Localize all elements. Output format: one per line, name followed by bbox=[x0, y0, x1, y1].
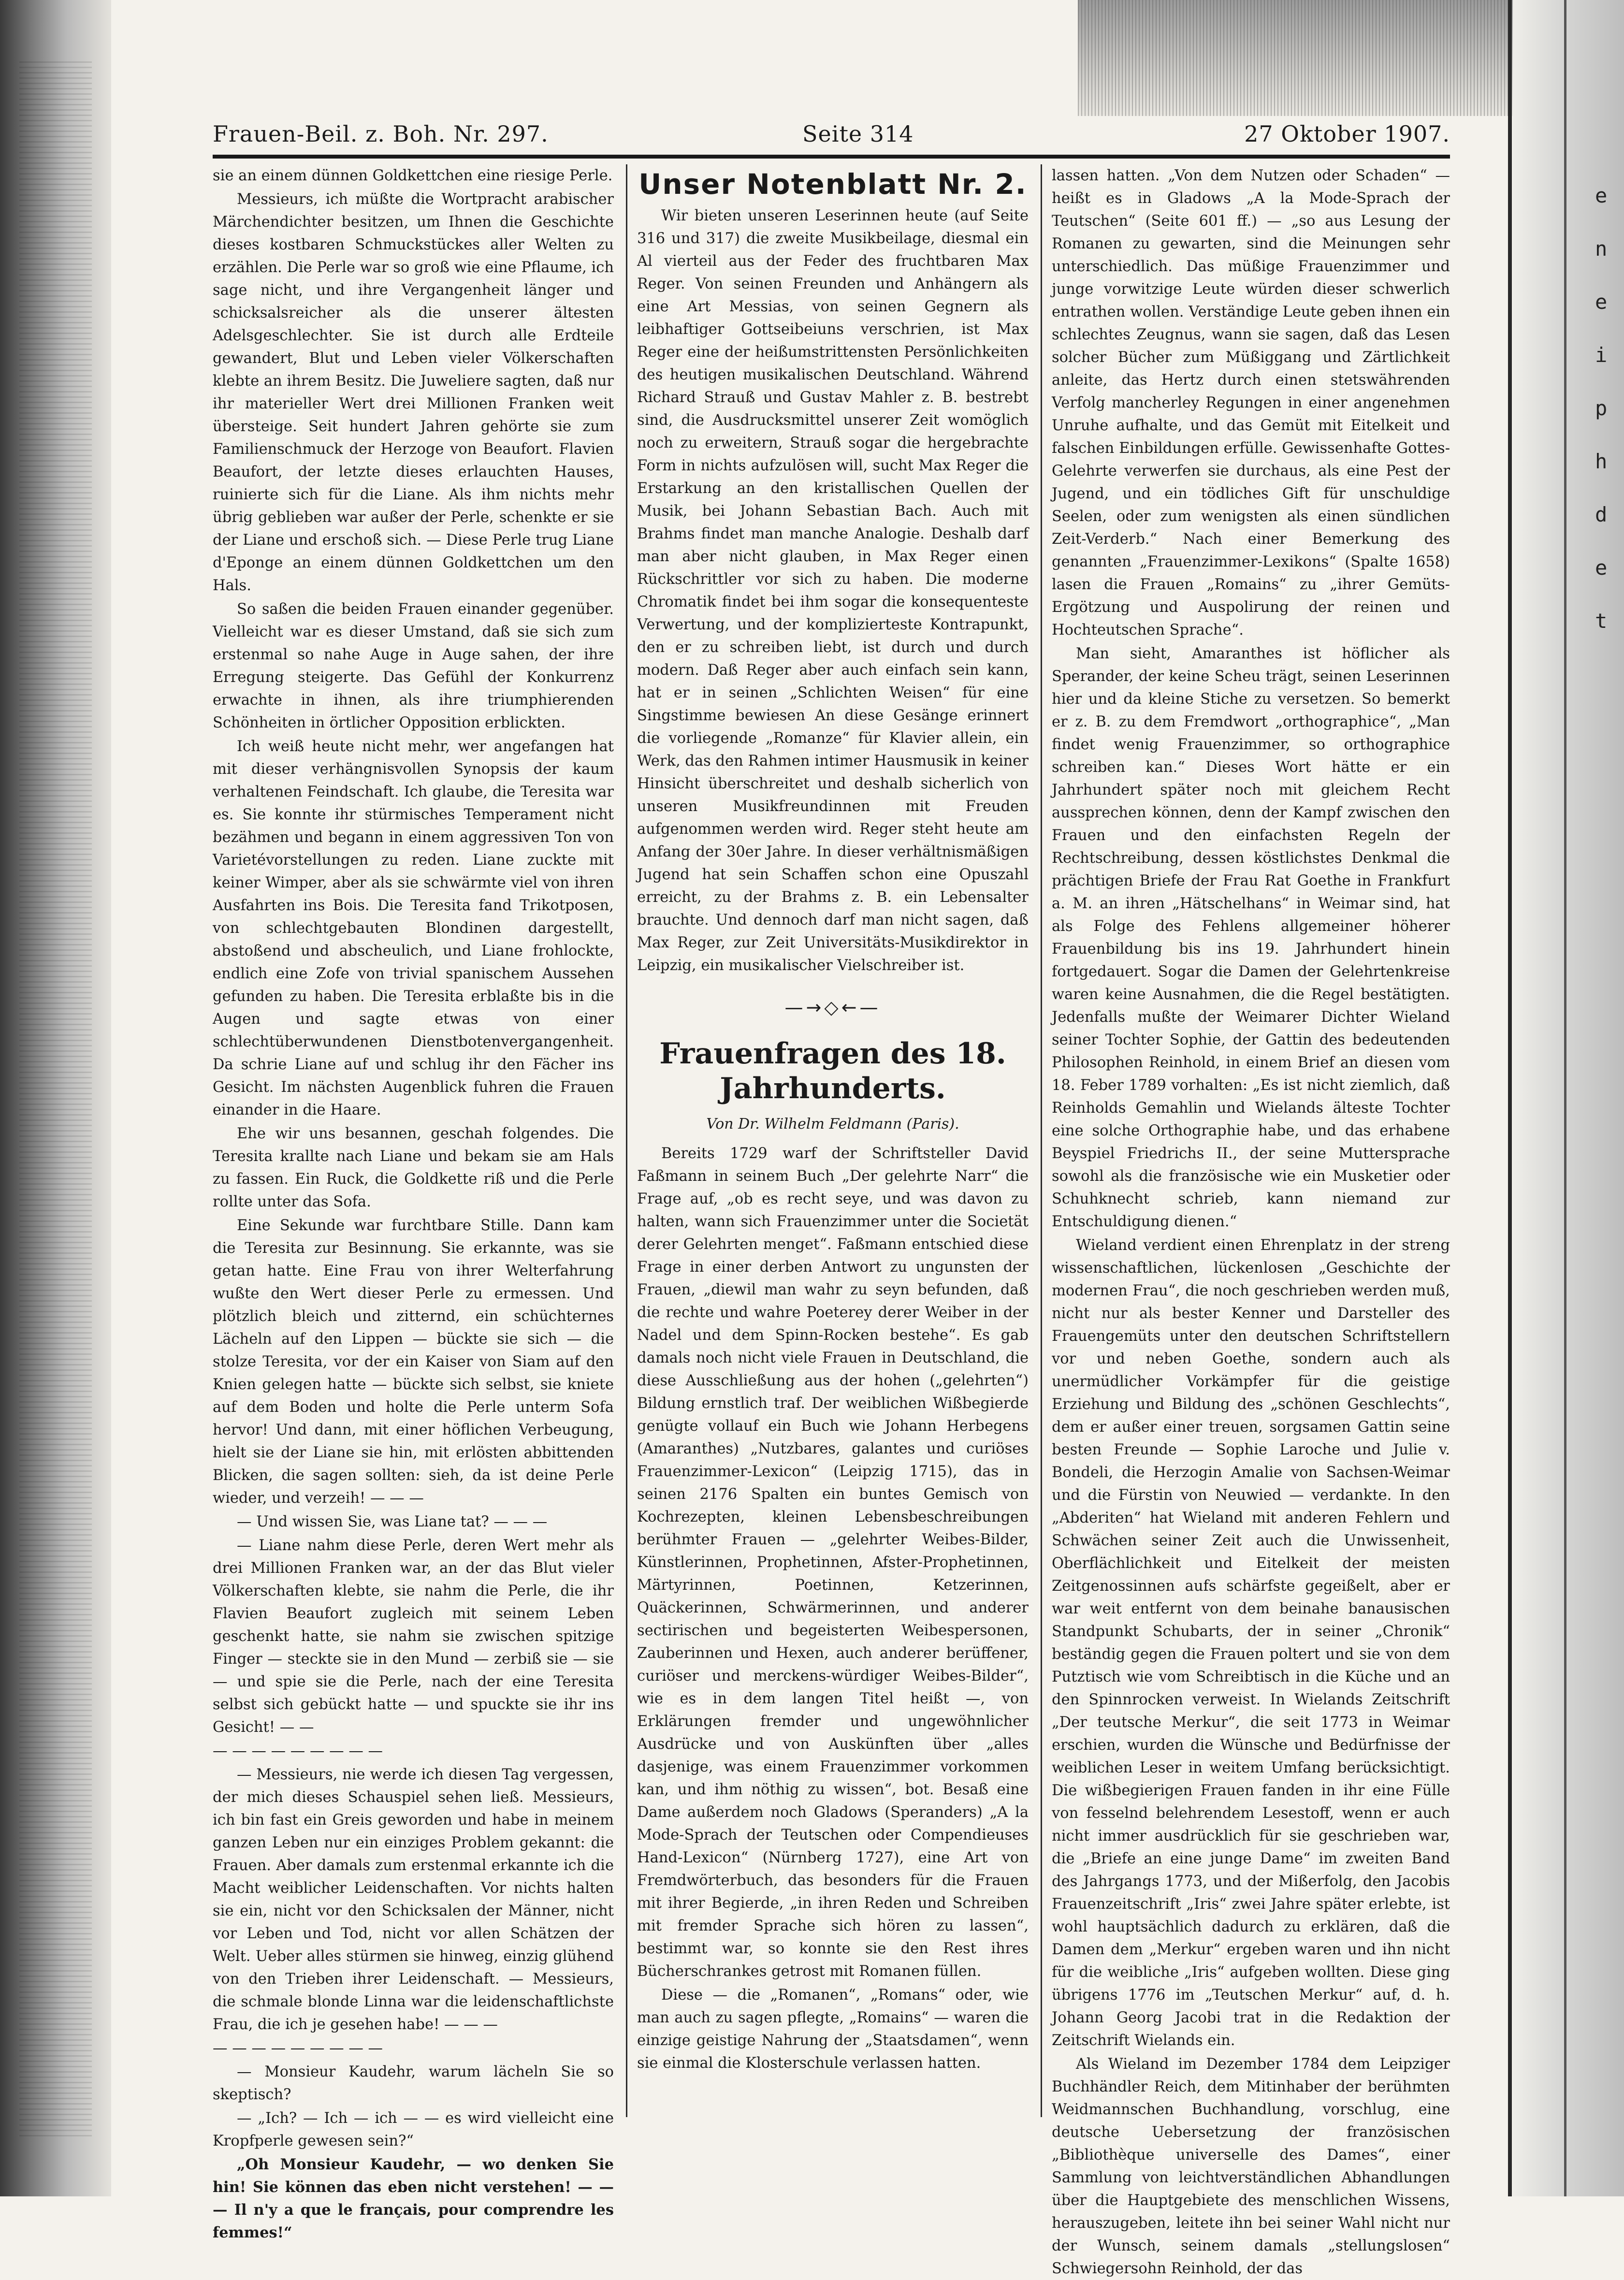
scan-left-noise bbox=[19, 58, 92, 2136]
paragraph: — Liane nahm diese Perle, deren Wert mehr als drei Millionen Franken war, an der das Blut vieler Völkerschaften klebte, sie nahm die Perle, die ihr Flavien Beaufort zugleich mit seinem Leben geschenkt hatte, sie nahm sie zwischen spitzige Finger — steckte sie in den Mund — zerbiß sie — sie — und spie sie die Perle, nach der eine Teresita selbst sich gebückt hatte — und spuckte sie ihr ins Gesicht! — — bbox=[213, 1537, 614, 1736]
article-byline: Von Dr. Wilhelm Feldmann (Paris). bbox=[706, 1116, 959, 1133]
article-title-notenblatt: Unser Notenblatt Nr. 2. bbox=[638, 168, 1027, 201]
paragraph: Ehe wir uns besannen, geschah folgendes. Die Teresita krallte nach Liane und bekam sie am Hals zu fassen. Ein Ruck, die Goldkette riß und die Perle rollte unter das Sofa. bbox=[213, 1125, 614, 1210]
paragraph: — Monsieur Kaudehr, warum lächeln Sie so skeptisch? bbox=[213, 2063, 614, 2103]
paragraph: — Und wissen Sie, was Liane tat? — — — bbox=[237, 1513, 548, 1530]
header-rule bbox=[213, 155, 1450, 159]
section-ornament: —→◇←— bbox=[784, 997, 881, 1018]
paragraph: Messieurs, ich müßte die Wortpracht arabischer Märchendichter besitzen, um Ihnen die Geschichte dieses kostbaren Schmuckstückes aller Welten zu erzählen. Die Perle war so groß wie eine Pflaume, ich sage nicht, und ihre Vergangenheit länger und schicksalsreicher als die unserer ältesten Adelsgeschlechter. Sie ist durch alle Erdteile gewandert, Blut und Leben vieler Völkerschaften klebte an ihrem Besitz. Die Juweliere sagten, daß nur ihr materieller Wert drei Millionen Franken weit übersteige. Seit hundert Jahren gehörte sie zum Familienschmuck der Herzoge von Beaufort. Flavien Beaufort, der letzte dieses erlauchten Hauses, ruinierte sich für die Liane. Als ihm nichts mehr übrig geblieben war außer der Perle, schenkte er sie der Liane und erschoß sich. — Diese Perle trug Liane d'Eponge an einem dünnen Goldkettchen um den Hals. bbox=[213, 191, 614, 594]
margin-marks: e n e i p h d e t bbox=[1595, 184, 1608, 633]
header-page-number: Seite 314 bbox=[802, 121, 914, 147]
paragraph: Wieland verdient einen Ehrenplatz in der streng wissenschaftlichen, lückenlosen „Geschichte der modernen Frau“, die noch geschrieben werden muß, nicht nur als bester Kenner und Darsteller des Frauengemüts unter den deutschen Schriftstellern vor und neben Goethe, sondern auch als unermüdlicher Vorkämpfer für die geistige Erziehung und Bildung des „schönen Geschlechts“, dem er außer einer treuen, sorgsamen Gattin seine besten Freunde — Sophie Laroche und Julie v. Bondeli, die Herzogin Amalie von Sachsen-Weimar und die Fürstin von Neuwied — verdankte. In den „Abderiten“ hat Wieland mit anderen Fehlern und Schwächen seiner Zeit auch die Unwissenheit, Oberflächlichkeit und Eitelkeit der meisten Zeitgenossinnen aufs schärfste gegeißelt, aber er war weit entfernt von dem beinahe banausischen Standpunkt Schubarts, der in seiner „Chronik“ beständig gegen die Frauen poltert und sie von dem Putztisch wie vom Schreibtisch in die Küche und an den Spinnrocken verweist. In Wielands Zeitschrift „Der teutsche Merkur“, die seit 1773 in Weimar erschien, wurden die Wünsche und Bedürfnisse der weiblichen Leser in weitem Umfang berücksichtigt. Die wißbegierigen Frauen fanden in ihr eine Fülle von fesselnd belehrendem Lesestoff, wenn er auch nicht immer ausdrücklich für sie geschrieben war, die „Briefe an eine junge Dame“ im zweiten Band des Jahrgangs 1773, und der Mißerfolg, den Jacobis Frauenzeitschrift „Iris“ zwei Jahre später erlebte, ist wohl hauptsächlich dadurch zu erklären, daß die Damen dem „Merkur“ ergeben waren und ihn nicht für die weibliche „Iris“ aufgeben wollten. Diese ging übrigens 1776 im „Teutschen Merkur“ auf, d. h. Johann Georg Jacobi trat in die Redaktion der Zeitschrift Wielands ein. bbox=[1052, 1237, 1450, 2049]
paragraph: Bereits 1729 warf der Schriftsteller David Faßmann in seinem Buch „Der gelehrte Narr“ die Frage auf, „ob es recht seye, und was davon zu halten, wann sich Frauenzimmer unter die Societät derer Gelehrten menget“. Faßmann entschied diese Frage in einer derben Antwort zu ungunsten der Frauen, „diewil man wahr zu seyn befunden, daß die rechte und wahre Poeterey derer Weiber in der Nadel und dem Spinn-Rocken bestehe“. Es gab damals noch nicht viele Frauen in Deutschland, die diese Ausschließung aus der hohen („gelehrten“) Bildung ernstlich traf. Der weiblichen Wißbegierde genügte vollauf ein Buch wie Johann Herbegens (Amaranthes) „Nutzbares, galantes und curiöses Frauenzimmer-Lexicon“ (Leipzig 1715), das in seinen 2176 Spalten ein buntes Gemisch von Kochrezepten, kleinen Lebensbeschreibungen berühmter Frauen — „gelehrter Weibes-Bilder, Künstlerinnen, Prophetinnen, Afster-Prophetinnen, Märtyrinnen, Poetinnen, Ketzerinnen, Quäckerinnen, Schwärmerinnen, und anderer sectirischen und begeisterten Weibespersonen, Zauberinnen und Hexen, auch anderer berüffener, curiöser und merckens-würdiger Weibes-Bilder“, wie es in dem langen Titel heißt —, von Erklärungen fremder und ungewöhnlicher Ausdrücke und von Auskünften über „alles dasjenige, was einem Frauenzimmer vorkommen kan, und ihm nöthig zu wissen“, bot. Besaß eine Dame außerdem noch Gladows (Speranders) „A la Mode-Sprach der Teutschen oder Compendieuses Hand-Lexicon“ (Nürnberg 1727), eine Art von Fremdwörterbuch, das besonders für die Frauen mit ihrer Begierde, „in ihren Reden und Schreiben mit fremder Sprache sich hören zu lassen“, bestimmt war, so konnte sie den Rest ihres Bücherschrankes getrost mit Romanen füllen. bbox=[637, 1145, 1029, 1980]
column-2 bbox=[637, 164, 1029, 2117]
page-header bbox=[213, 121, 1450, 155]
paragraph: sie an einem dünnen Goldkettchen eine riesige Perle. bbox=[213, 167, 613, 184]
paragraph: Eine Sekunde war furchtbare Stille. Dann kam die Teresita zur Besinnung. Sie erkannte, was sie getan hatte. Eine Frau von ihrer Welterfahrung wußte den Wert dieser Perle zu ermessen. Und plötzlich bleich und zitternd, ein schüchternes Lächeln auf den Lippen — bückte sie sich — die stolze Teresita, vor der ein Kaiser von Siam auf den Knien gelegen hatte — bückte sich selbst, sie kniete auf dem Boden und holte die Perle unterm Sofa hervor! Und dann, mit einer höflichen Verbeugung, hielt sie der Liane sie hin, mit erlösten abbittenden Blicken, die sagen sollten: sieh, da ist deine Perle wieder, und verzeih! — — — bbox=[213, 1217, 614, 1507]
paragraph: Wir bieten unseren Leserinnen heute (auf Seite 316 und 317) die zweite Musikbeilage, diesmal ein Al vierteil aus der Feder des fruchtbaren Max Reger. Von seinen Freunden und Anhängern als eine Art Messias, von seinen Gegnern als leibhaftiger Gottseibeiuns verschrien, ist Max Reger eine der heißumstrittensten Persönlichkeiten des heutigen musikalischen Deutschland. Während Richard Strauß und Gustav Mahler z. B. bestrebt sind, die Ausdrucksmittel unserer Zeit womöglich noch zu erweitern, Strauß sogar die hergebrachte Form in nichts aufzulösen will, sucht Max Reger die Erstarkung an den kristallischen Quellen der Musik, bei Johann Sebastian Bach. Auch mit Brahms findet man manche Analogie. Deshalb darf man aber nicht glauben, in Max Reger einen Rückschrittler vor sich zu haben. Die moderne Chromatik findet bei ihm sogar die konsequenteste Verwertung, und der komplizierteste Kontrapunkt, den er zu schreiben liebt, ist durch und durch modern. Daß Reger aber auch einfach sein kann, hat er in seinen „Schlichten Weisen“ für eine Singstimme bewiesen An diese Gesänge erinnert die vorliegende „Romanze“ für Klavier allein, ein Werk, das den Rahmen intimer Hausmusik in keiner Hinsicht überschreitet und deshalb sicherlich von unseren Musikfreundinnen mit Freuden aufgenommen werden wird. Reger steht heute am Anfang der 30er Jahre. In dieser verhältnismäßigen Jugend hat sein Schaffen schon eine Opuszahl erreicht, zu der Brahms z. B. ein Lebensalter brauchte. Und dennoch darf man nicht sagen, daß Max Reger, zur Zeit Universitäts-Musikdirektor in Leipzig, ein musikalischer Vielschreiber ist. bbox=[637, 207, 1029, 974]
paragraph: lassen hatten. „Von dem Nutzen oder Schaden“ — heißt es in Gladows „A la Mode-Sprach der Teutschen“ (Seite 601 ff.) — „so aus Lesung der Romanen zu gewarten, sind die Meinungen sehr unterschiedlich. Das müßige Frauenzimmer und junge vorwitzige Leute würden dieser schwerlich entrathen wollen. Verständige Leute geben ihnen ein schlechtes Zeugnus, wann sie sagen, daß das Lesen solcher Bücher zum Müßiggang und Zärtlichkeit anleite, das Hertz durch einen stetswährenden Verfolg mancherley Regungen in einer angenehmen Unruhe aufhalte, und das Gemüt mit Eitelkeit und falschen Einbildungen erfülle. Gewissenhafte Gottes-Gelehrte verwerfen sie durchaus, als eine Pest der Jugend, und ein tödliches Gift für unschuldige Seelen, oder zum wenigsten als einen sündlichen Zeit-Verderb.“ Nach einer Bemerkung des genannten „Frauenzimmer-Lexikons“ (Spalte 1658) lasen die Frauen „Romains“ zu „ihrer Gemüts-Ergötzung und Auspolirung der reinen und Hochteutschen Sprache“. bbox=[1052, 167, 1450, 639]
column-rule-1 bbox=[626, 164, 627, 2117]
column-rule-2 bbox=[1041, 164, 1042, 2117]
paragraph: So saßen die beiden Frauen einander gegenüber. Vielleicht war es dieser Umstand, daß sie sich zum erstenmal so nahe Auge in Auge sahen, der ihre Erregung steigerte. Das Gefühl der Konkurrenz erwachte in ihnen, als ihre triumphierenden Schönheiten in örtlicher Opposition erblickten. bbox=[213, 601, 614, 731]
paragraph: — „Ich? — Ich — ich — — es wird vielleicht eine Kropfperle gewesen sein?“ bbox=[213, 2110, 614, 2149]
scan-right-border-line-2 bbox=[1564, 0, 1566, 2196]
column-3 bbox=[1052, 164, 1450, 2277]
paragraph: Als Wieland im Dezember 1784 dem Leipziger Buchhändler Reich, dem Mitinhaber der berühmten Weidmannschen Buchhandlung, vorschlug, eine deutsche Uebersetzung der französischen „Bibliothèque universelle des Dames“, einer Sammlung von leichtverständlichen Abhandlungen über die Hauptgebiete des menschlichen Wissens, herauszugeben, leitete ihn bei seiner Wahl nicht nur der Wunsch, seinem damals „stellungslosen“ Schwiegersohn Reinhold, der das bbox=[1052, 2056, 1450, 2277]
paragraph: Ich weiß heute nicht mehr, wer angefangen hat mit dieser verhängnisvollen Synopsis der kaum verhaltenen Feindschaft. Ich glaube, die Teresita war es. Sie konnte ihr stürmisches Temperament nicht bezähmen und begann in einem aggressiven Ton von Varietévorstellungen zu reden. Liane zuckte mit keiner Wimper, aber als sie schwärmte viel von ihren Ausfahrten ins Bois. Die Teresita fand Trikotposen, von schlechtgebauten Blondinen dargestellt, abstoßend und abscheulich, und Liane frohlockte, endlich eine Zofe von trivial spanischem Aussehen gefunden zu haben. Die Teresita erblaßte bis in die Augen und sagte etwas von einer schlechtüberwundenen Dienstbotenvergangenheit. Da schrie Liane auf und schlug ihr den Fächer ins Gesicht. Im nächsten Augenblick fuhren die Frauen einander in die Haare. bbox=[213, 738, 614, 1118]
column-1 bbox=[213, 164, 614, 2241]
newspaper-page bbox=[213, 111, 1450, 2277]
separator-dashes: — — — — — — — — — bbox=[213, 2040, 383, 2057]
header-left: Frauen-Beil. z. Boh. Nr. 297. bbox=[213, 121, 549, 147]
paragraph: Diese — die „Romanen“, „Romans“ oder, wie man auch zu sagen pflegte, „Romains“ — waren die einzige geistige Nahrung der „Staatsdamen“, wenn sie einmal die Klosterschule verlassen hatten. bbox=[637, 1987, 1029, 2072]
paragraph: Man sieht, Amaranthes ist höflicher als Sperander, der keine Scheu trägt, seinen Leserinnen hier und da kleine Stiche zu versetzen. So bemerkt er z. B. zu dem Fremdwort „orthographice“, „Man findet wenig Frauenzimmer, so orthographice schreiben kan.“ Dieses Wort hätte er ein Jahrhundert später noch mit gleichem Recht aussprechen können, denn der Kampf zwischen den Frauen und den einfachsten Regeln der Rechtschreibung, dessen köstlichstes Denkmal die prächtigen Briefe der Frau Rat Goethe in Frankfurt a. M. an ihren „Hätschelhans“ in Weimar sind, hat als Folge des Fehlens allgemeiner höherer Frauenbildung bis ins 19. Jahrhundert hinein fortgedauert. Sogar die Damen der Gelehrtenkreise waren keine Ausnahmen, die die Regel bestätigten. Jedenfalls mußte der Weimarer Dichter Wieland seiner Tochter Sophie, der Gattin des bedeutenden Philosophen Reinhold, in einem Brief an diesen vom 18. Feber 1789 vorhalten: „Es ist nicht ziemlich, daß Reinholds Gemahlin und Wielands älteste Tochter eine solche Orthographie habe, und das erhabene Beyspiel Friedrichs II., der seine Muttersprache sowohl als die französische wie ein Musketier oder Schuhknecht schrieb, kann niemand zur Entschuldigung dienen.“ bbox=[1052, 645, 1450, 1230]
scan-right-border-line bbox=[1508, 0, 1512, 2196]
separator-dashes: — — — — — — — — — bbox=[213, 1743, 383, 1759]
header-date: 27 Oktober 1907. bbox=[1244, 121, 1450, 147]
paragraph: — Messieurs, nie werde ich diesen Tag vergessen, der mich dieses Schauspiel sehen ließ. Messieurs, ich bin fast ein Greis geworden und habe in meinem ganzen Leben nur ein einziges Problem gekannt: die Frauen. Aber damals zum erstenmal erkannte ich die Macht weiblicher Leidenschaften. Vor nichts halten sie ein, nicht vor den Schicksalen der Männer, nicht vor Leben und Tod, nicht vor allen Schätzen der Welt. Ueber alles stürmen sie hinweg, einzig glühend von den Trieben ihrer Leidenschaft. — Messieurs, die schmale blonde Linna war die leidenschaftlichste Frau, die ich je gesehen habe! — — — bbox=[213, 1766, 614, 2033]
paragraph-closing: „Oh Monsieur Kaudehr, — wo denken Sie hin! Sie können das eben nicht verstehen! — — — Il n'y a que le français, pour comprendre les femmes!“ bbox=[213, 2156, 614, 2241]
article-title-frauenfragen: Frauenfragen des 18. Jahrhunderts. bbox=[659, 1037, 1006, 1105]
